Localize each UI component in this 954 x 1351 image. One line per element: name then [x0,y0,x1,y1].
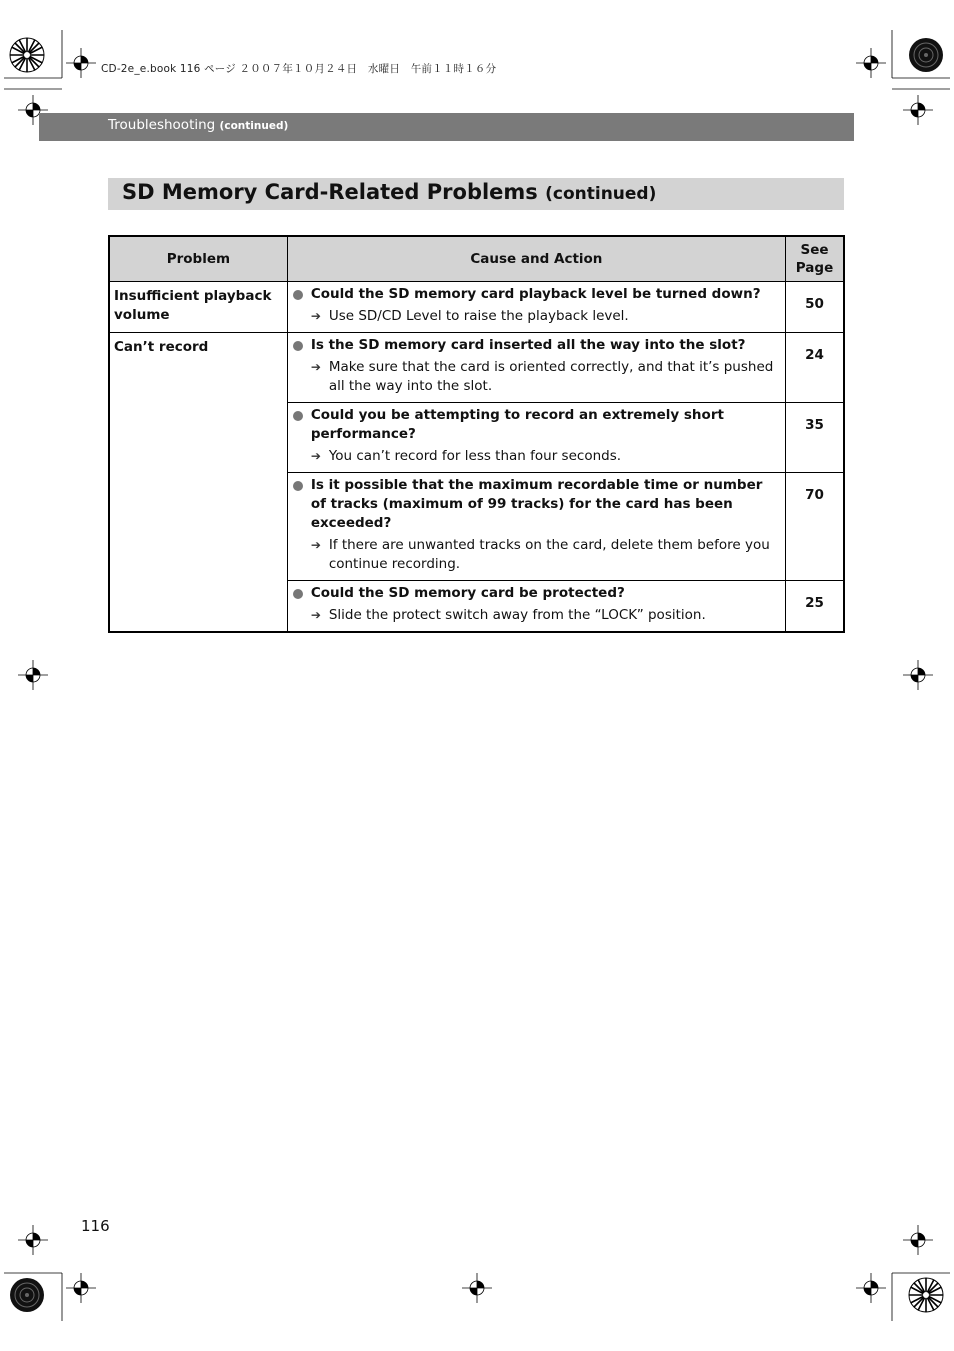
action [293,447,779,466]
right-arrow-icon: ➔ [310,360,321,374]
page-cell [786,333,844,403]
right-arrow-icon: ➔ [310,538,321,552]
table-row [109,333,844,403]
page-cell [786,282,844,333]
registration-mark-icon [66,48,96,78]
cause-cell [287,581,785,633]
action-text: Make sure that the card is oriented correctly, and that it’s pushed all the way into the slot. [328,359,774,394]
registration-mark-icon [903,95,933,125]
column-header-page-text: See Page [795,242,834,276]
question [293,584,779,603]
question-text: Could you be attempting to record an extremely short performance? [310,407,724,442]
page-ref: 25 [805,595,824,611]
page-cell [786,403,844,473]
cause-cell [287,403,785,473]
action [293,358,779,396]
question [293,406,779,444]
bullet-dot-icon [293,411,303,421]
page-cell [786,473,844,581]
problem-cell: Insufficient playback volume [109,282,287,333]
action [293,536,779,574]
page-ref: 35 [805,417,824,433]
registration-mark-icon [903,1225,933,1255]
column-header-cause: Cause and Action [287,236,785,282]
running-header-text: Troubleshooting [108,117,216,133]
question-text: Is it possible that the maximum recordable time or number of tracks (maximum of 99 tracks) for the card has been exceeded? [310,477,763,531]
file-info: CD-2e_e.book 116 ページ ２００７年１０月２４日 水曜日 午前１１時１６分 [101,63,497,75]
cause-cell [287,473,785,581]
action-text: Use SD/CD Level to raise the playback level. [328,308,629,324]
table-row [109,282,844,333]
cause-cell [287,282,785,333]
registration-mark-icon [18,1225,48,1255]
running-header-title [108,117,288,133]
action-text: Slide the protect switch away from the “LOCK” position. [328,607,706,623]
cause-cell [287,333,785,403]
bullet-dot-icon [293,341,303,351]
section-title-text: SD Memory Card-Related Problems [122,180,538,204]
action-text: You can’t record for less than four seconds. [328,448,622,464]
question [293,476,779,533]
section-title [122,180,656,204]
registration-mark-icon [462,1273,492,1303]
page-ref: 24 [805,347,824,363]
bullet-dot-icon [293,290,303,300]
question-text: Is the SD memory card inserted all the way into the slot? [310,337,746,353]
table-header-row [109,236,844,282]
registration-mark-icon [856,48,886,78]
section-title-continued: (continued) [545,184,657,204]
right-arrow-icon: ➔ [310,608,321,622]
action [293,606,779,625]
page-ref: 50 [805,296,824,312]
section-heading [108,178,844,210]
question [293,285,779,304]
page-cell [786,581,844,633]
bullet-dot-icon [293,589,303,599]
page-ref: 70 [805,487,824,503]
registration-mark-icon [18,660,48,690]
page-number: 116 [81,1217,110,1235]
registration-mark-icon [66,1273,96,1303]
registration-mark-icon [856,1273,886,1303]
bullet-dot-icon [293,481,303,491]
action-text: If there are unwanted tracks on the card, delete them before you continue recording. [328,537,770,572]
right-arrow-icon: ➔ [310,309,321,323]
column-header-page [786,236,844,282]
troubleshooting-table [108,235,845,633]
question [293,336,779,355]
right-arrow-icon: ➔ [310,449,321,463]
problem-cell: Can’t record [109,333,287,633]
running-header-subtitle: (continued) [219,120,289,132]
action [293,307,779,326]
running-header [39,113,854,141]
question-text: Could the SD memory card playback level be turned down? [310,286,761,302]
question-text: Could the SD memory card be protected? [310,585,625,601]
registration-mark-icon [903,660,933,690]
column-header-problem: Problem [109,236,287,282]
